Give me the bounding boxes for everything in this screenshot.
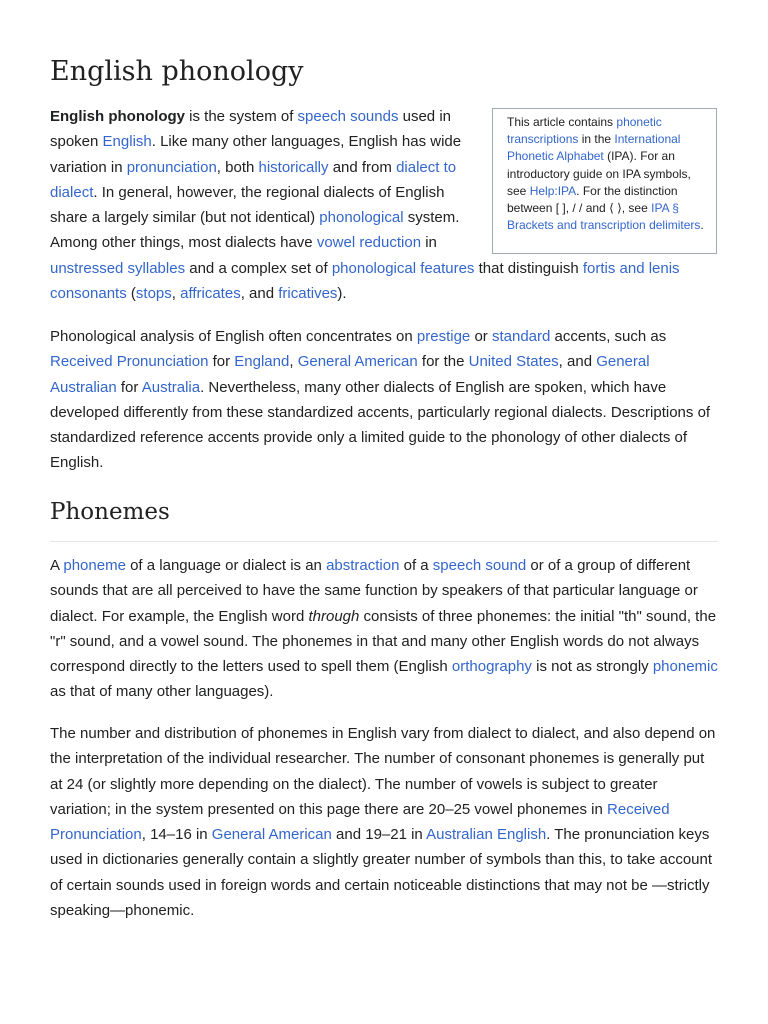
paragraph-text: for	[208, 353, 235, 371]
link-general-australian[interactable]: General Australian	[50, 353, 650, 396]
link-prestige[interactable]: prestige	[416, 328, 471, 345]
hatnote-text: in the	[578, 132, 615, 147]
link-united-states[interactable]: United States	[468, 353, 559, 371]
paragraph-text: (	[126, 285, 136, 303]
link-general-american[interactable]: General American	[211, 826, 332, 844]
phoneme-count-paragraph	[50, 721, 718, 923]
page-title: English phonology	[50, 56, 304, 87]
hatnote-text: . For the distinction between [ ], / / and ⟨ ⟩, see	[507, 183, 678, 216]
link-phonemic[interactable]: phonemic	[652, 658, 718, 676]
hatnote-text: .	[700, 218, 704, 233]
paragraph-text: . In general, however, the regional dialects of English share a largely similar (but not identical)	[50, 183, 445, 227]
link-abstraction[interactable]: abstraction	[326, 557, 400, 574]
link-unstressed-syllables[interactable]: unstressed syllables	[50, 259, 186, 277]
paragraph-text: ).	[337, 285, 347, 303]
link-phonological-features[interactable]: phonological features	[331, 259, 475, 277]
phoneme-definition-paragraph	[50, 553, 718, 705]
link-england[interactable]: England	[234, 353, 290, 371]
link-speech-sounds[interactable]: speech sounds	[297, 108, 399, 125]
bold-term: English phonology	[50, 108, 185, 125]
link-pronunciation[interactable]: pronunciation	[126, 158, 217, 176]
paragraph-text: A	[50, 557, 64, 574]
link-general-american[interactable]: General American	[297, 353, 418, 371]
link-affricates[interactable]: affricates	[180, 285, 241, 303]
link-international-phonetic-alphabet[interactable]: International Phonetic Alphabet	[507, 132, 681, 164]
paragraph-text: . Like many other languages, English has wide variation in	[50, 133, 462, 176]
paragraph-text: The number and distribution of phonemes in English vary from dialect to dialect, and also depend on the interpretation of the individual researcher. The number of consonant phonemes is generally put at 24 (or slightly more depending on the dialect). The number of vowels is subject to greater variation; in the system presented on this page there are 20–25 vowel phonemes in	[50, 725, 716, 818]
link-phoneme[interactable]: phoneme	[63, 557, 126, 574]
accents-paragraph	[50, 324, 718, 476]
paragraph-text: , and	[240, 285, 279, 303]
link-help-ipa[interactable]: Help:IPA	[529, 183, 577, 198]
hatnote-text: (IPA). For an introductory guide on IPA symbols, see	[507, 149, 691, 198]
paragraph-text: and 19–21 in	[331, 826, 427, 844]
paragraph-text: or	[470, 328, 492, 345]
paragraph-text: for the	[417, 353, 469, 371]
paragraph-text: of a language or dialect is an	[125, 557, 327, 574]
paragraph-text: , and	[558, 353, 597, 371]
link-english[interactable]: English	[102, 133, 152, 151]
link-speech-sound[interactable]: speech sound	[432, 557, 527, 574]
paragraph-text: ,	[171, 285, 181, 303]
paragraph-text: used in spoken	[50, 108, 451, 151]
link-fricatives[interactable]: fricatives	[278, 285, 338, 303]
paragraph-text: and from	[328, 158, 397, 176]
section-heading-phonemes: Phonemes	[50, 496, 718, 542]
link-phonetic-transcriptions[interactable]: phonetic transcriptions	[507, 115, 662, 147]
link-orthography[interactable]: orthography	[451, 658, 532, 676]
paragraph-text: ,	[289, 353, 298, 371]
paragraph-text: Phonological analysis of English often concentrates on	[50, 328, 417, 345]
paragraph-text: of a	[399, 557, 433, 574]
link-phonological[interactable]: phonological	[319, 209, 404, 227]
paragraph-text: for	[116, 378, 142, 396]
hatnote-text: This article contains	[507, 115, 617, 129]
paragraph-text: is the system of	[185, 108, 298, 125]
paragraph-text: . Nevertheless, many other dialects of English are spoken, which have developed differently from these standardized accents, particularly regional dialects. Descriptions of standardized reference accents provide only a limited guide to the phonology of other dialects of English.	[50, 378, 711, 472]
link-standard[interactable]: standard	[491, 328, 551, 345]
paragraph-text: , 14–16 in	[141, 826, 212, 844]
paragraph-text: consists of three phonemes: the initial "th" sound, the "r" sound, and a vowel sound. The phonemes in that and many other English words do not always correspond directly to the letters used to spell them (English	[50, 607, 717, 676]
intro-paragraph	[50, 104, 718, 306]
link-australia[interactable]: Australia	[141, 378, 201, 396]
link-received-pronunciation[interactable]: Received Pronunciation	[50, 353, 209, 371]
link-historically[interactable]: historically	[258, 158, 329, 176]
hatnote-spacer	[478, 104, 718, 249]
link-received-pronunciation[interactable]: Received Pronunciation	[50, 800, 670, 844]
italic-term: through	[308, 607, 360, 625]
link-dialect-to-dialect[interactable]: dialect to dialect	[50, 158, 457, 201]
paragraph-text: or of a group of different sounds that are all perceived to have the same function by speakers of that particular language or dialect. For example, the English word	[50, 557, 698, 625]
paragraph-text: that distinguish	[474, 259, 583, 277]
link-australian-english[interactable]: Australian English	[426, 826, 547, 844]
paragraph-text: in	[421, 234, 437, 252]
paragraph-text: . The pronunciation keys used in dictionaries generally contain a slightly greater number of symbols than this, to take account of certain sounds used in foreign words and certain noticeable distinctions that may not be —strictly speaking—phonemic.	[50, 826, 713, 920]
paragraph-text: is not as strongly	[531, 658, 653, 676]
link-fortis-and-lenis[interactable]: fortis and lenis consonants	[50, 259, 680, 303]
paragraph-text: as that of many other languages).	[50, 683, 274, 701]
link-vowel-reduction[interactable]: vowel reduction	[316, 234, 422, 252]
paragraph-text: system. Among other things, most dialects have	[50, 209, 460, 252]
paragraph-text: accents, such as	[550, 328, 667, 345]
paragraph-text: and a complex set of	[185, 259, 332, 277]
link-stops[interactable]: stops	[135, 285, 172, 303]
link-ipa-brackets[interactable]: IPA § Brackets and transcription delimiters	[507, 201, 701, 233]
paragraph-text: , both	[216, 158, 259, 176]
